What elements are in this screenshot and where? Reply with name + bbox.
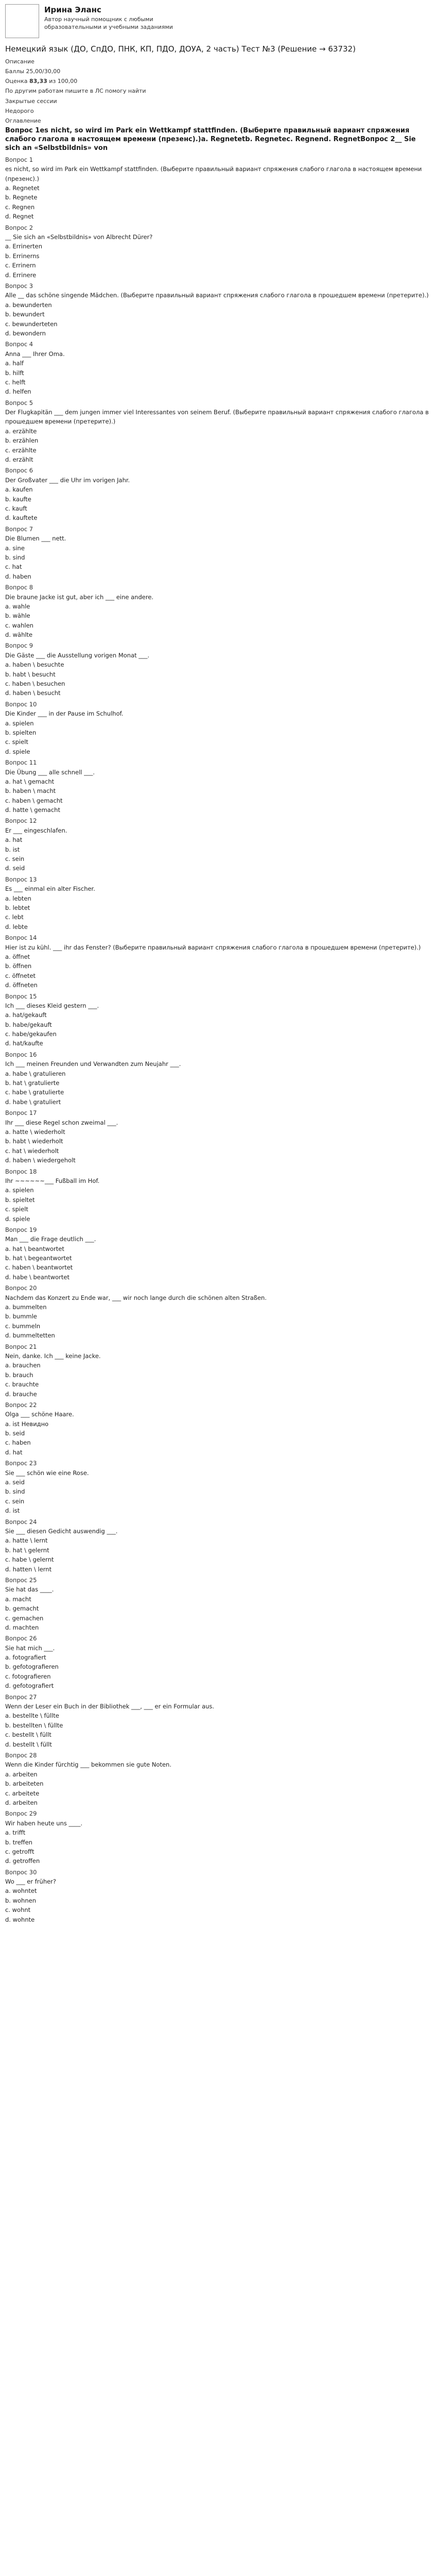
question-number: Вопрос 1 bbox=[5, 156, 33, 163]
answer-option: b. öffnen bbox=[5, 962, 32, 970]
answer-option: a. Errinerten bbox=[5, 243, 43, 250]
meta-label: Описание bbox=[5, 58, 34, 65]
answer-option: c. bummeln bbox=[5, 1322, 41, 1330]
question-block bbox=[5, 933, 431, 990]
question-block bbox=[5, 223, 431, 280]
meta-label: Баллы 25,00/30,00 bbox=[5, 67, 61, 75]
answer-option: c. wohnt bbox=[5, 1906, 31, 1914]
question-block bbox=[5, 816, 431, 873]
question-text: Wo ___ er früher? bbox=[5, 1878, 57, 1886]
question-number: Вопрос 27 bbox=[5, 1693, 37, 1701]
question-number: Вопрос 23 bbox=[5, 1460, 37, 1467]
answer-option: b. bewundert bbox=[5, 311, 45, 318]
question-text: Die Kinder ___ in der Pause im Schulhof. bbox=[5, 710, 124, 718]
answer-option: d. wählte bbox=[5, 631, 33, 639]
question-number: Вопрос 25 bbox=[5, 1576, 37, 1584]
answer-option: c. sein bbox=[5, 1497, 25, 1505]
question-number: Вопрос 10 bbox=[5, 700, 37, 708]
answer-option: b. bummle bbox=[5, 1313, 37, 1320]
test-title: Немецкий язык (ДО, СпДО, ПНК, КП, ПДО, ДОУА, 2 часть) Тест №3 (Решение → 63732) bbox=[5, 44, 356, 54]
question-text: __ Sie sich an «Selbstbildnis» von Albrecht Dürer? bbox=[5, 233, 153, 241]
meta-label: Оглавление bbox=[5, 117, 41, 124]
answer-option: c. wahlen bbox=[5, 621, 33, 629]
meta-score: 83,33 bbox=[29, 78, 47, 84]
answer-option: a. bewunderten bbox=[5, 301, 52, 309]
question-number: Вопрос 28 bbox=[5, 1751, 37, 1759]
question-text: Sie hat das ____. bbox=[5, 1586, 54, 1594]
question-text: Sie ___ schön wie eine Rose. bbox=[5, 1469, 89, 1477]
answer-option: d. hat/kaufte bbox=[5, 1040, 43, 1047]
answer-option: a. haben \ besuchte bbox=[5, 661, 64, 669]
answer-option: d. bestellt \ füllt bbox=[5, 1740, 52, 1748]
answer-option: b. hat \ begeantwortet bbox=[5, 1255, 72, 1262]
question-number: Вопрос 7 bbox=[5, 525, 33, 533]
question-text: Wir haben heute uns ____. bbox=[5, 1819, 83, 1827]
meta-label: Закрытые сессии bbox=[5, 97, 57, 105]
answer-option: c. spielt bbox=[5, 738, 28, 746]
answer-option: d. kauftete bbox=[5, 514, 38, 522]
question-text: Nachdem das Konzert zu Ende war, ___ wir noch lange durch die schönen alten Straßen. bbox=[5, 1294, 267, 1301]
answer-option: c. erzählte bbox=[5, 446, 37, 454]
question-number: Вопрос 19 bbox=[5, 1226, 37, 1233]
questions-list bbox=[5, 155, 431, 1924]
answer-option: a. sine bbox=[5, 544, 25, 552]
question-block bbox=[5, 466, 431, 522]
question-block bbox=[5, 1050, 431, 1107]
question-block bbox=[5, 700, 431, 756]
answer-option: c. arbeitete bbox=[5, 1789, 40, 1797]
answer-option: b. kaufte bbox=[5, 495, 31, 503]
question-text: Ich ___ meinen Freunden und Verwandten zum Neujahr ___. bbox=[5, 1060, 181, 1068]
question-text: Der Großvater ___ die Uhr im vorigen Jahr. bbox=[5, 476, 130, 484]
question-block bbox=[5, 875, 431, 931]
question-number: Вопрос 13 bbox=[5, 875, 37, 883]
answer-option: b. brauch bbox=[5, 1371, 33, 1379]
question-text: Die Blumen ___ nett. bbox=[5, 535, 66, 543]
answer-option: d. arbeiten bbox=[5, 1799, 38, 1806]
answer-option: b. hilft bbox=[5, 369, 24, 377]
question-number: Вопрос 15 bbox=[5, 992, 37, 1000]
answer-option: b. spieltet bbox=[5, 1196, 35, 1204]
answer-option: d. wohnte bbox=[5, 1916, 35, 1923]
answer-option: b. spielten bbox=[5, 728, 37, 736]
answer-option: d. hatte \ gemacht bbox=[5, 806, 60, 814]
question-block bbox=[5, 758, 431, 815]
question-block bbox=[5, 524, 431, 581]
question-text: Er ___ eingeschlafen. bbox=[5, 826, 67, 834]
answer-option: c. haben \ beantwortet bbox=[5, 1264, 73, 1272]
question-text: Alle __ das schöne singende Mädchen. (Выберите правильный вариант спряжения слабого глагола в прошедшем времени (претерите).) bbox=[5, 292, 429, 299]
answer-option: d. Regnet bbox=[5, 213, 34, 221]
question-number: Вопрос 20 bbox=[5, 1284, 37, 1292]
question-text: Olga ___ schöne Haare. bbox=[5, 1411, 74, 1418]
question-number: Вопрос 24 bbox=[5, 1518, 37, 1526]
answer-option: a. hatte \ lernt bbox=[5, 1537, 48, 1545]
answer-option: d. bummeltetten bbox=[5, 1332, 55, 1340]
answer-option: d. seid bbox=[5, 865, 25, 872]
answer-option: a. hatte \ wiederholt bbox=[5, 1128, 65, 1136]
answer-option: a. macht bbox=[5, 1595, 31, 1603]
answer-option: b. hat \ gratulierte bbox=[5, 1079, 60, 1087]
question-number: Вопрос 4 bbox=[5, 341, 33, 348]
question-number: Вопрос 3 bbox=[5, 282, 33, 290]
question-number: Вопрос 21 bbox=[5, 1343, 37, 1350]
question-number: Вопрос 6 bbox=[5, 467, 33, 474]
question-block bbox=[5, 281, 431, 338]
answer-option: c. spielt bbox=[5, 1206, 28, 1213]
answer-option: c. hat \ wiederholt bbox=[5, 1147, 59, 1155]
answer-option: b. haben \ macht bbox=[5, 787, 56, 795]
answer-option: a. erzählte bbox=[5, 427, 37, 435]
answer-option: c. sein bbox=[5, 855, 25, 863]
meta-value: из 100,00 bbox=[49, 78, 78, 84]
answer-option: a. brauchen bbox=[5, 1362, 41, 1369]
question-block bbox=[5, 583, 431, 639]
answer-option: d. habe \ beantwortet bbox=[5, 1273, 69, 1281]
question-block bbox=[5, 1692, 431, 1749]
answer-option: a. hat bbox=[5, 836, 23, 844]
meta-line bbox=[5, 57, 431, 66]
question-block bbox=[5, 992, 431, 1048]
answer-option: d. öffneten bbox=[5, 981, 38, 989]
author-info bbox=[44, 4, 199, 31]
question-block bbox=[5, 1634, 431, 1690]
question-number: Вопрос 14 bbox=[5, 934, 37, 942]
answer-option: a. bummelten bbox=[5, 1303, 47, 1311]
question-text: Hier ist zu kühl. ___ ihr das Fenster? (Выберите правильный вариант спряжения слабого глагола в прошедшем времени (претерите).) bbox=[5, 943, 421, 951]
question-number: Вопрос 29 bbox=[5, 1810, 37, 1818]
answer-option: d. haben \ besucht bbox=[5, 689, 61, 697]
answer-option: c. gemachen bbox=[5, 1614, 44, 1622]
meta-label: Недорого bbox=[5, 107, 34, 114]
answer-option: c. hat bbox=[5, 563, 22, 571]
answer-option: b. gefotografieren bbox=[5, 1663, 59, 1671]
meta-line bbox=[5, 106, 431, 116]
question-block bbox=[5, 1751, 431, 1807]
question-block bbox=[5, 398, 431, 465]
question-number: Вопрос 18 bbox=[5, 1167, 37, 1175]
answer-option: a. wohntet bbox=[5, 1887, 37, 1895]
answer-option: b. habt \ besucht bbox=[5, 670, 56, 678]
question-number: Вопрос 22 bbox=[5, 1401, 37, 1409]
answer-option: d. helfen bbox=[5, 388, 31, 396]
answer-option: c. haben \ gemacht bbox=[5, 796, 63, 804]
answer-option: b. wähle bbox=[5, 612, 30, 620]
meta-label: По другим работам пишите в ЛС помогу найти bbox=[5, 88, 146, 95]
answer-option: d. hatten \ lernt bbox=[5, 1565, 52, 1573]
meta-line bbox=[5, 86, 431, 96]
question-text: Nein, danke. Ich ___ keine Jacke. bbox=[5, 1352, 101, 1360]
avatar[interactable] bbox=[5, 4, 39, 38]
question-text: Sie hat mich ___. bbox=[5, 1644, 55, 1652]
answer-option: d. lebte bbox=[5, 923, 28, 930]
answer-option: d. erzählt bbox=[5, 456, 33, 464]
answer-option: d. getroffen bbox=[5, 1857, 40, 1865]
answer-option: c. haben bbox=[5, 1439, 31, 1447]
question-text: Anna ___ Ihrer Oma. bbox=[5, 350, 65, 358]
question-block bbox=[5, 340, 431, 396]
meta-line bbox=[5, 66, 431, 76]
answer-option: a. kaufen bbox=[5, 486, 33, 494]
answer-option: c. helft bbox=[5, 378, 26, 386]
answer-option: c. kauft bbox=[5, 504, 27, 512]
answer-option: b. treffen bbox=[5, 1838, 32, 1846]
question-number: Вопрос 8 bbox=[5, 584, 33, 591]
answer-option: a. arbeiten bbox=[5, 1770, 38, 1778]
table-of-contents-heading: Вопрос 1es nicht, so wird im Park ein Wettkampf stattfinden. (Выберите правильный вариант спряжения слабого глагола в настоящем времени (презенс).)a. Regnetetb. Regnetec. Regnend. RegnetВопрос 2__ Sie sich an «Selbstbildnis» von bbox=[5, 127, 416, 152]
answer-option: a. öffnet bbox=[5, 953, 30, 960]
answer-option: a. ist Невидно bbox=[5, 1420, 49, 1428]
answer-option: a. seid bbox=[5, 1479, 25, 1486]
answer-option: d. haben \ wiedergeholt bbox=[5, 1157, 76, 1164]
answer-option: b. erzählen bbox=[5, 437, 39, 445]
answer-option: d. bewondern bbox=[5, 329, 46, 337]
answer-option: b. wohnen bbox=[5, 1896, 36, 1904]
question-number: Вопрос 9 bbox=[5, 642, 33, 650]
answer-option: a. spielen bbox=[5, 719, 34, 727]
question-text: Es ___ einmal ein alter Fischer. bbox=[5, 885, 95, 893]
answer-option: c. lebt bbox=[5, 913, 24, 921]
question-block bbox=[5, 1868, 431, 1924]
question-text: Die Übung ___ alle schnell ___. bbox=[5, 768, 95, 776]
answer-option: d. spiele bbox=[5, 1215, 30, 1223]
author-description: Автор научный помощник с любыми образовательными и учебными заданиями bbox=[44, 16, 173, 30]
answer-option: b. Regnete bbox=[5, 194, 38, 201]
question-block bbox=[5, 641, 431, 698]
answer-option: a. spielen bbox=[5, 1187, 34, 1194]
answer-option: a. trifft bbox=[5, 1829, 26, 1837]
answer-option: b. hat \ gelernt bbox=[5, 1546, 49, 1554]
answer-option: d. machten bbox=[5, 1623, 39, 1631]
answer-option: c. habe/gekaufen bbox=[5, 1030, 57, 1038]
author-block bbox=[5, 4, 431, 38]
question-number: Вопрос 11 bbox=[5, 759, 37, 767]
question-block bbox=[5, 1225, 431, 1282]
answer-option: b. sind bbox=[5, 1488, 25, 1496]
answer-option: b. sind bbox=[5, 553, 25, 561]
question-block bbox=[5, 1167, 431, 1224]
answer-option: d. hat bbox=[5, 1448, 23, 1456]
question-text: Sie ___ diesen Gedicht auswendig ___. bbox=[5, 1528, 118, 1535]
meta-line bbox=[5, 116, 431, 126]
answer-option: c. haben \ besuchen bbox=[5, 680, 65, 688]
answer-option: d. gefotografiert bbox=[5, 1682, 54, 1690]
question-text: es nicht, so wird im Park ein Wettkampf stattfinden. (Выберите правильный вариант спряжения слабого глагола в настоящем времени (презенс).) bbox=[5, 165, 422, 182]
question-number: Вопрос 12 bbox=[5, 817, 37, 825]
answer-option: b. arbeiteten bbox=[5, 1780, 44, 1788]
answer-option: b. bestellten \ füllte bbox=[5, 1721, 63, 1729]
answer-option: a. fotografiert bbox=[5, 1654, 46, 1662]
author-name[interactable]: Ирина Эланс bbox=[44, 5, 101, 14]
answer-option: d. spiele bbox=[5, 748, 30, 755]
answer-option: c. Regnen bbox=[5, 203, 35, 211]
question-number: Вопрос 17 bbox=[5, 1109, 37, 1117]
question-block bbox=[5, 1108, 431, 1165]
question-block bbox=[5, 1400, 431, 1457]
answer-option: a. hat \ beantwortet bbox=[5, 1245, 64, 1252]
question-number: Вопрос 26 bbox=[5, 1635, 37, 1642]
answer-option: d. haben bbox=[5, 572, 31, 580]
question-text: Man ___ die Frage deutlich ___. bbox=[5, 1235, 96, 1243]
answer-option: b. ist bbox=[5, 845, 20, 853]
question-text: Ihr ___ diese Regel schon zweimal ___. bbox=[5, 1118, 118, 1126]
answer-option: a. Regnetet bbox=[5, 184, 40, 192]
question-text: Ihr ~~~~~~___ Fußball im Hof. bbox=[5, 1177, 100, 1184]
answer-option: a. half bbox=[5, 360, 24, 367]
meta-line bbox=[5, 76, 431, 86]
answer-option: a. bestellte \ füllte bbox=[5, 1712, 59, 1720]
answer-option: c. Errinern bbox=[5, 262, 36, 269]
question-block bbox=[5, 1575, 431, 1632]
answer-option: a. lebten bbox=[5, 894, 31, 902]
answer-option: a. hat/gekauft bbox=[5, 1011, 47, 1019]
question-number: Вопрос 5 bbox=[5, 399, 33, 406]
answer-option: c. habe \ gelernt bbox=[5, 1556, 54, 1564]
meta-label: Оценка bbox=[5, 78, 28, 84]
answer-option: a. hat \ gemacht bbox=[5, 777, 55, 785]
answer-option: b. lebtet bbox=[5, 904, 30, 911]
question-block bbox=[5, 155, 431, 222]
question-text: Wenn die Kinder fürchtig ___ bekommen sie gute Noten. bbox=[5, 1761, 171, 1769]
answer-option: b. seid bbox=[5, 1430, 25, 1437]
answer-option: b. Errinerns bbox=[5, 252, 40, 260]
answer-option: d. Errinere bbox=[5, 271, 37, 279]
question-block bbox=[5, 1459, 431, 1515]
question-text: Der Flugkapitän ___ dem jungen immer viel Interessantes von seinem Beruf. (Выберите правильный вариант спряжения слабого глагола в прошедшем времени (претерите).) bbox=[5, 409, 429, 426]
answer-option: a. habe \ gratulieren bbox=[5, 1070, 66, 1077]
answer-option: c. fotografieren bbox=[5, 1672, 51, 1680]
test-meta bbox=[5, 57, 431, 126]
question-block bbox=[5, 1517, 431, 1574]
answer-option: c. öffnetet bbox=[5, 972, 36, 979]
answer-option: c. brauchte bbox=[5, 1381, 39, 1388]
question-number: Вопрос 16 bbox=[5, 1050, 37, 1058]
answer-option: c. getrofft bbox=[5, 1848, 34, 1855]
answer-option: a. wahle bbox=[5, 602, 30, 610]
question-block bbox=[5, 1342, 431, 1399]
answer-option: d. ist bbox=[5, 1507, 20, 1515]
meta-line bbox=[5, 96, 431, 106]
answer-option: b. habt \ wiederholt bbox=[5, 1138, 63, 1145]
question-number: Вопрос 2 bbox=[5, 224, 33, 231]
question-text: Ich ___ dieses Kleid gestern ___. bbox=[5, 1002, 99, 1009]
answer-option: b. habe/gekauft bbox=[5, 1021, 52, 1028]
answer-option: c. bestellt \ füllt bbox=[5, 1731, 51, 1739]
answer-option: c. bewunderteten bbox=[5, 320, 58, 328]
question-text: Wenn der Leser ein Buch in der Bibliothek ___, ___ er ein Formular aus. bbox=[5, 1703, 215, 1710]
question-block bbox=[5, 1809, 431, 1866]
question-number: Вопрос 30 bbox=[5, 1868, 37, 1876]
answer-option: c. habe \ gratulierte bbox=[5, 1089, 64, 1096]
answer-option: d. habe \ gratuliert bbox=[5, 1098, 61, 1106]
answer-option: d. brauche bbox=[5, 1390, 37, 1398]
question-text: Die Gäste ___ die Ausstellung vorigen Monat ___. bbox=[5, 651, 150, 659]
question-block bbox=[5, 1283, 431, 1340]
answer-option: b. gemacht bbox=[5, 1605, 39, 1613]
question-text: Die braune Jacke ist gut, aber ich ___ eine andere. bbox=[5, 593, 154, 601]
